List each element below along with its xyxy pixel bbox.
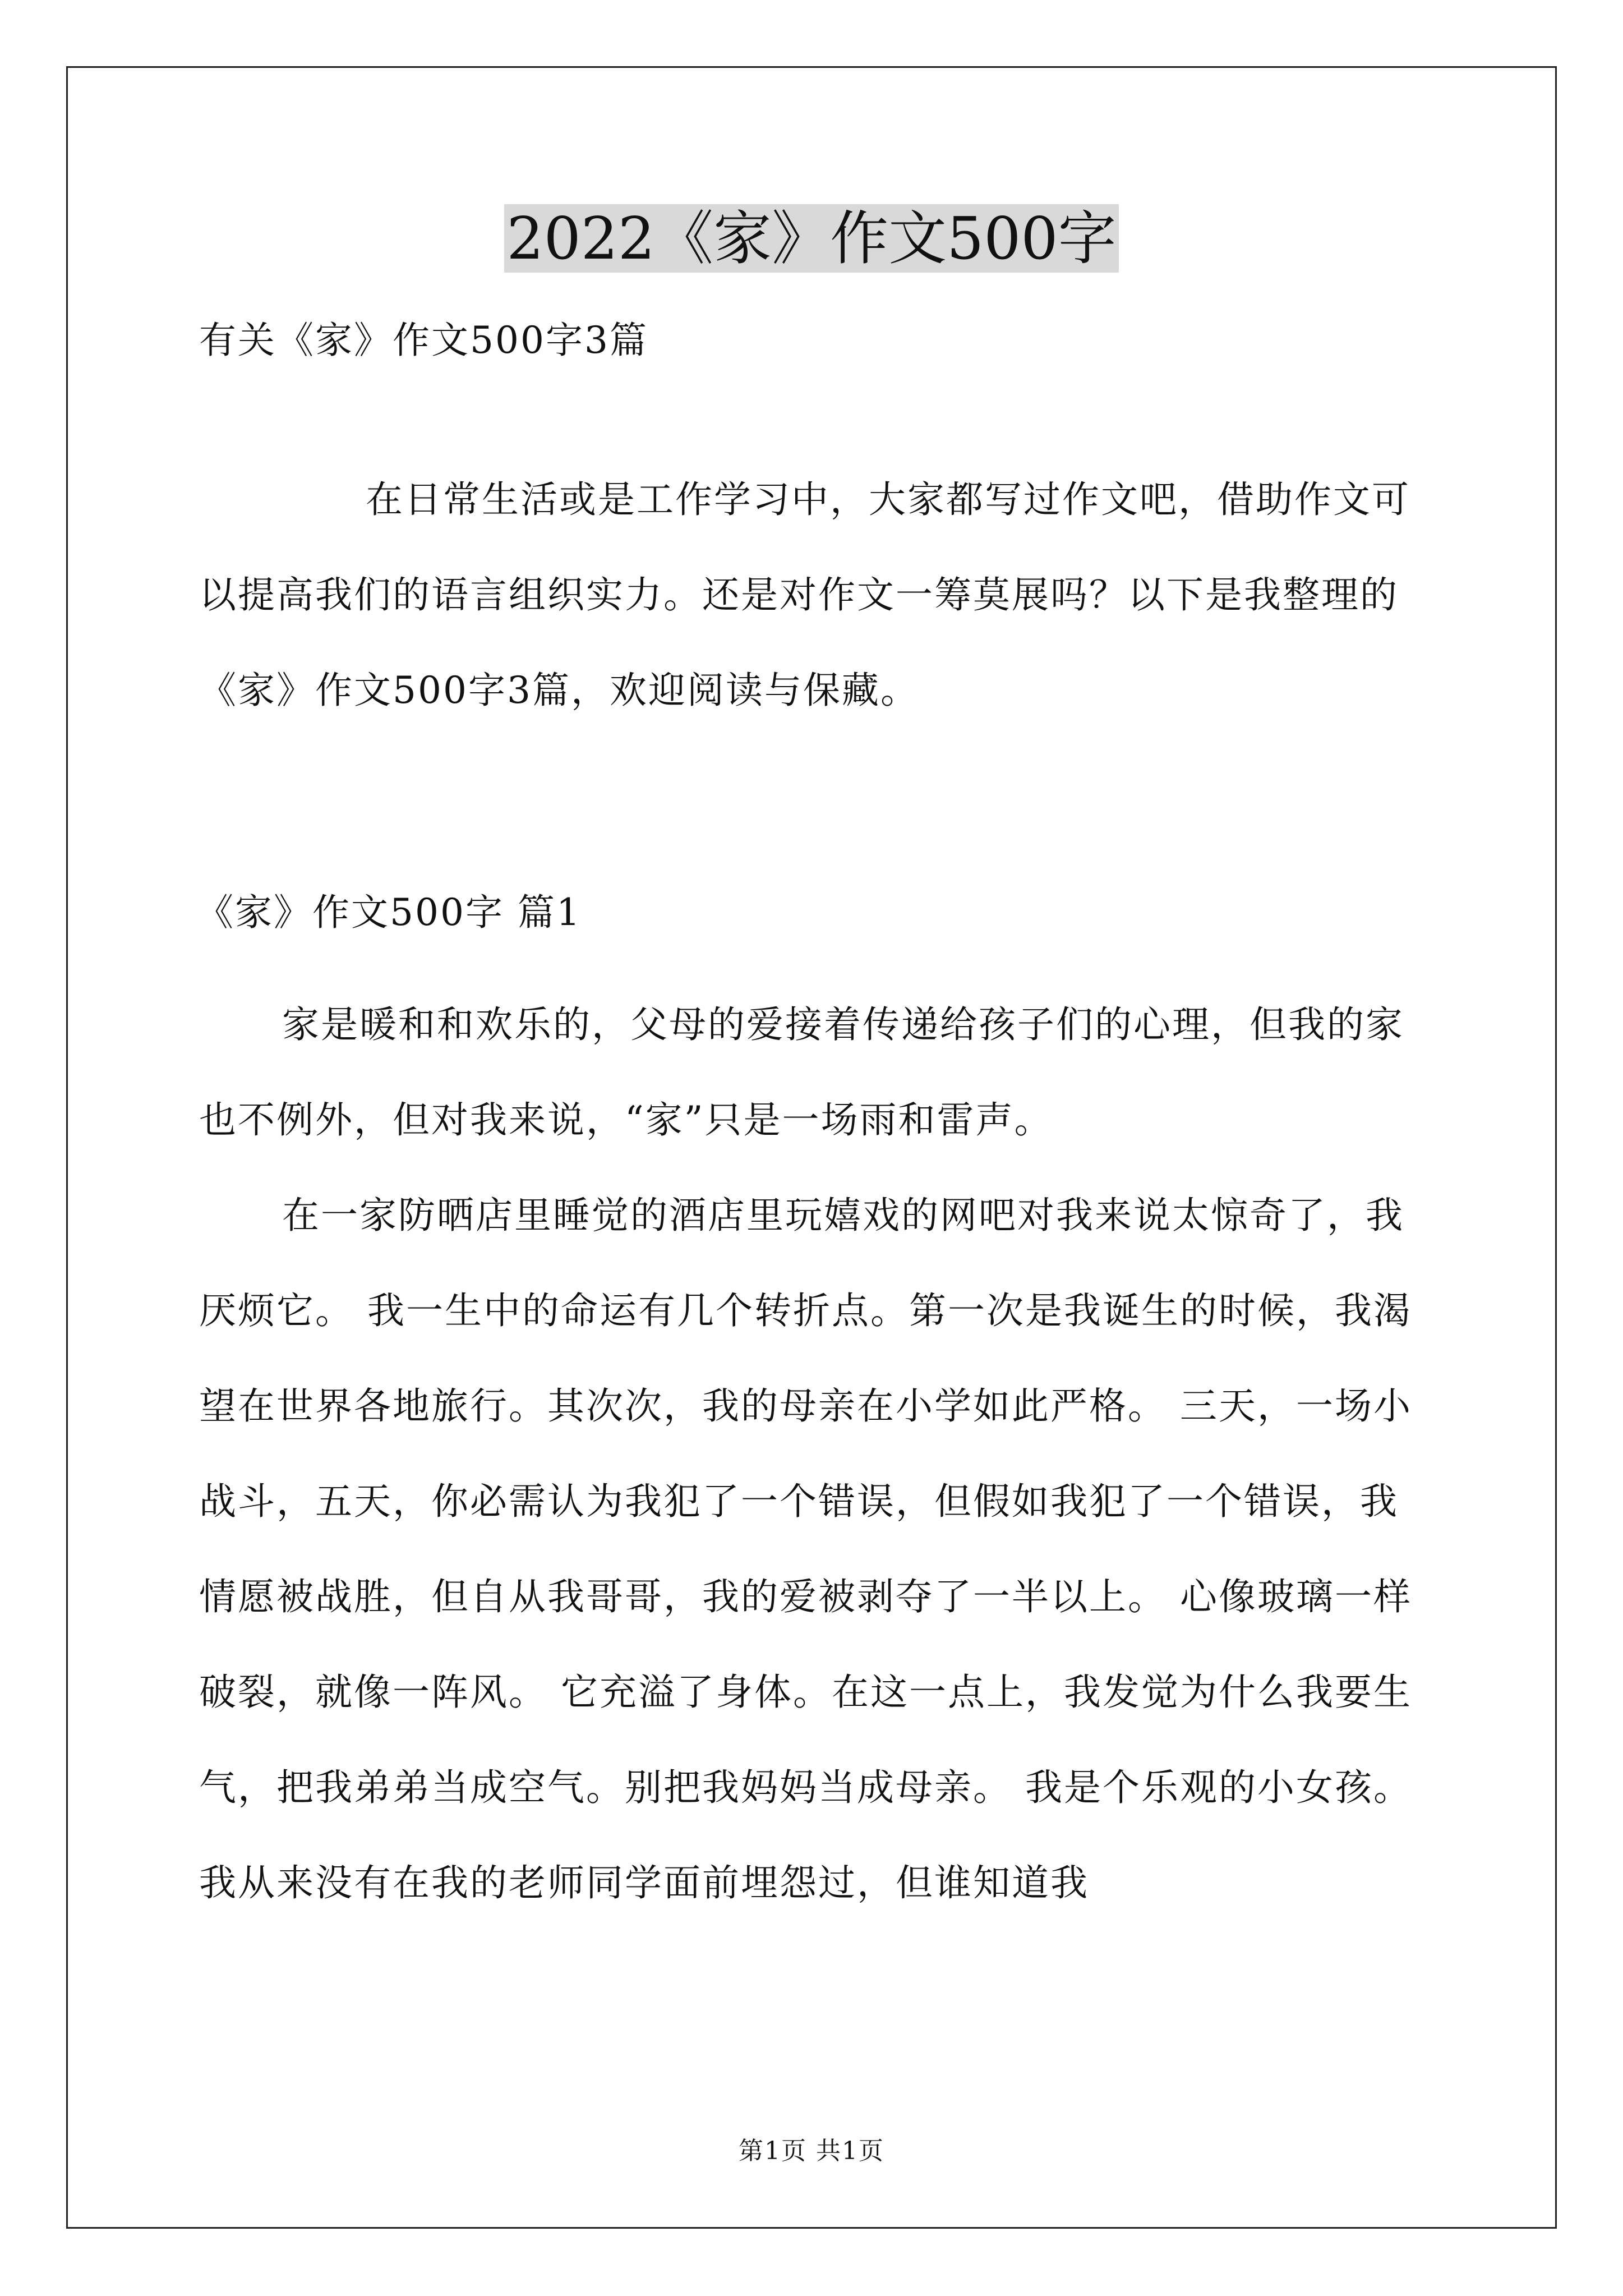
document-subtitle: 有关《家》作文500字3篇 [199,319,648,362]
document-title-text: 2022《家》作文500字 [504,204,1118,273]
document-title [0,199,1623,278]
body-paragraph-1: 家是暖和和欢乐的，父母的爱接着传递给孩子们的心理，但我的家也不例外，但对我来说，“家”只是一场雨和雷声。 [199,1003,1404,1142]
section-heading: 《家》作文500字 篇1 [196,891,582,934]
intro-paragraph: 在日常生活或是工作学习中，大家都写过作文吧，借助作文可以提高我们的语言组织实力。还是对作文一筹莫展吗？以下是我整理的《家》作文500字3篇，欢迎阅读与保藏。 [199,478,1410,712]
body-paragraph-2: 在一家防晒店里睡觉的酒店里玩嬉戏的网吧对我来说太惊奇了，我厌烦它。 我一生中的命运有几个转折点。第一次是我诞生的时候，我渴望在世界各地旅行。其次次，我的母亲在小学如此严格。 三天，一场小战斗，五天，你必需认为我犯了一个错误，但假如我犯了一个错误，我情愿被战胜，但自从我哥哥，我的爱被剥夺了一半以上。 心像玻璃一样破裂，就像一阵风。 它充溢了身体。在这一点上，我发觉为什么我要生气，把我弟弟当成空气。别把我妈妈当成母亲。 我是个乐观的小女孩。我从来没有在我的老师同学面前埋怨过，但谁知道我 [199,1194,1412,1904]
page-number: 第1页 共1页 [739,2137,884,2165]
